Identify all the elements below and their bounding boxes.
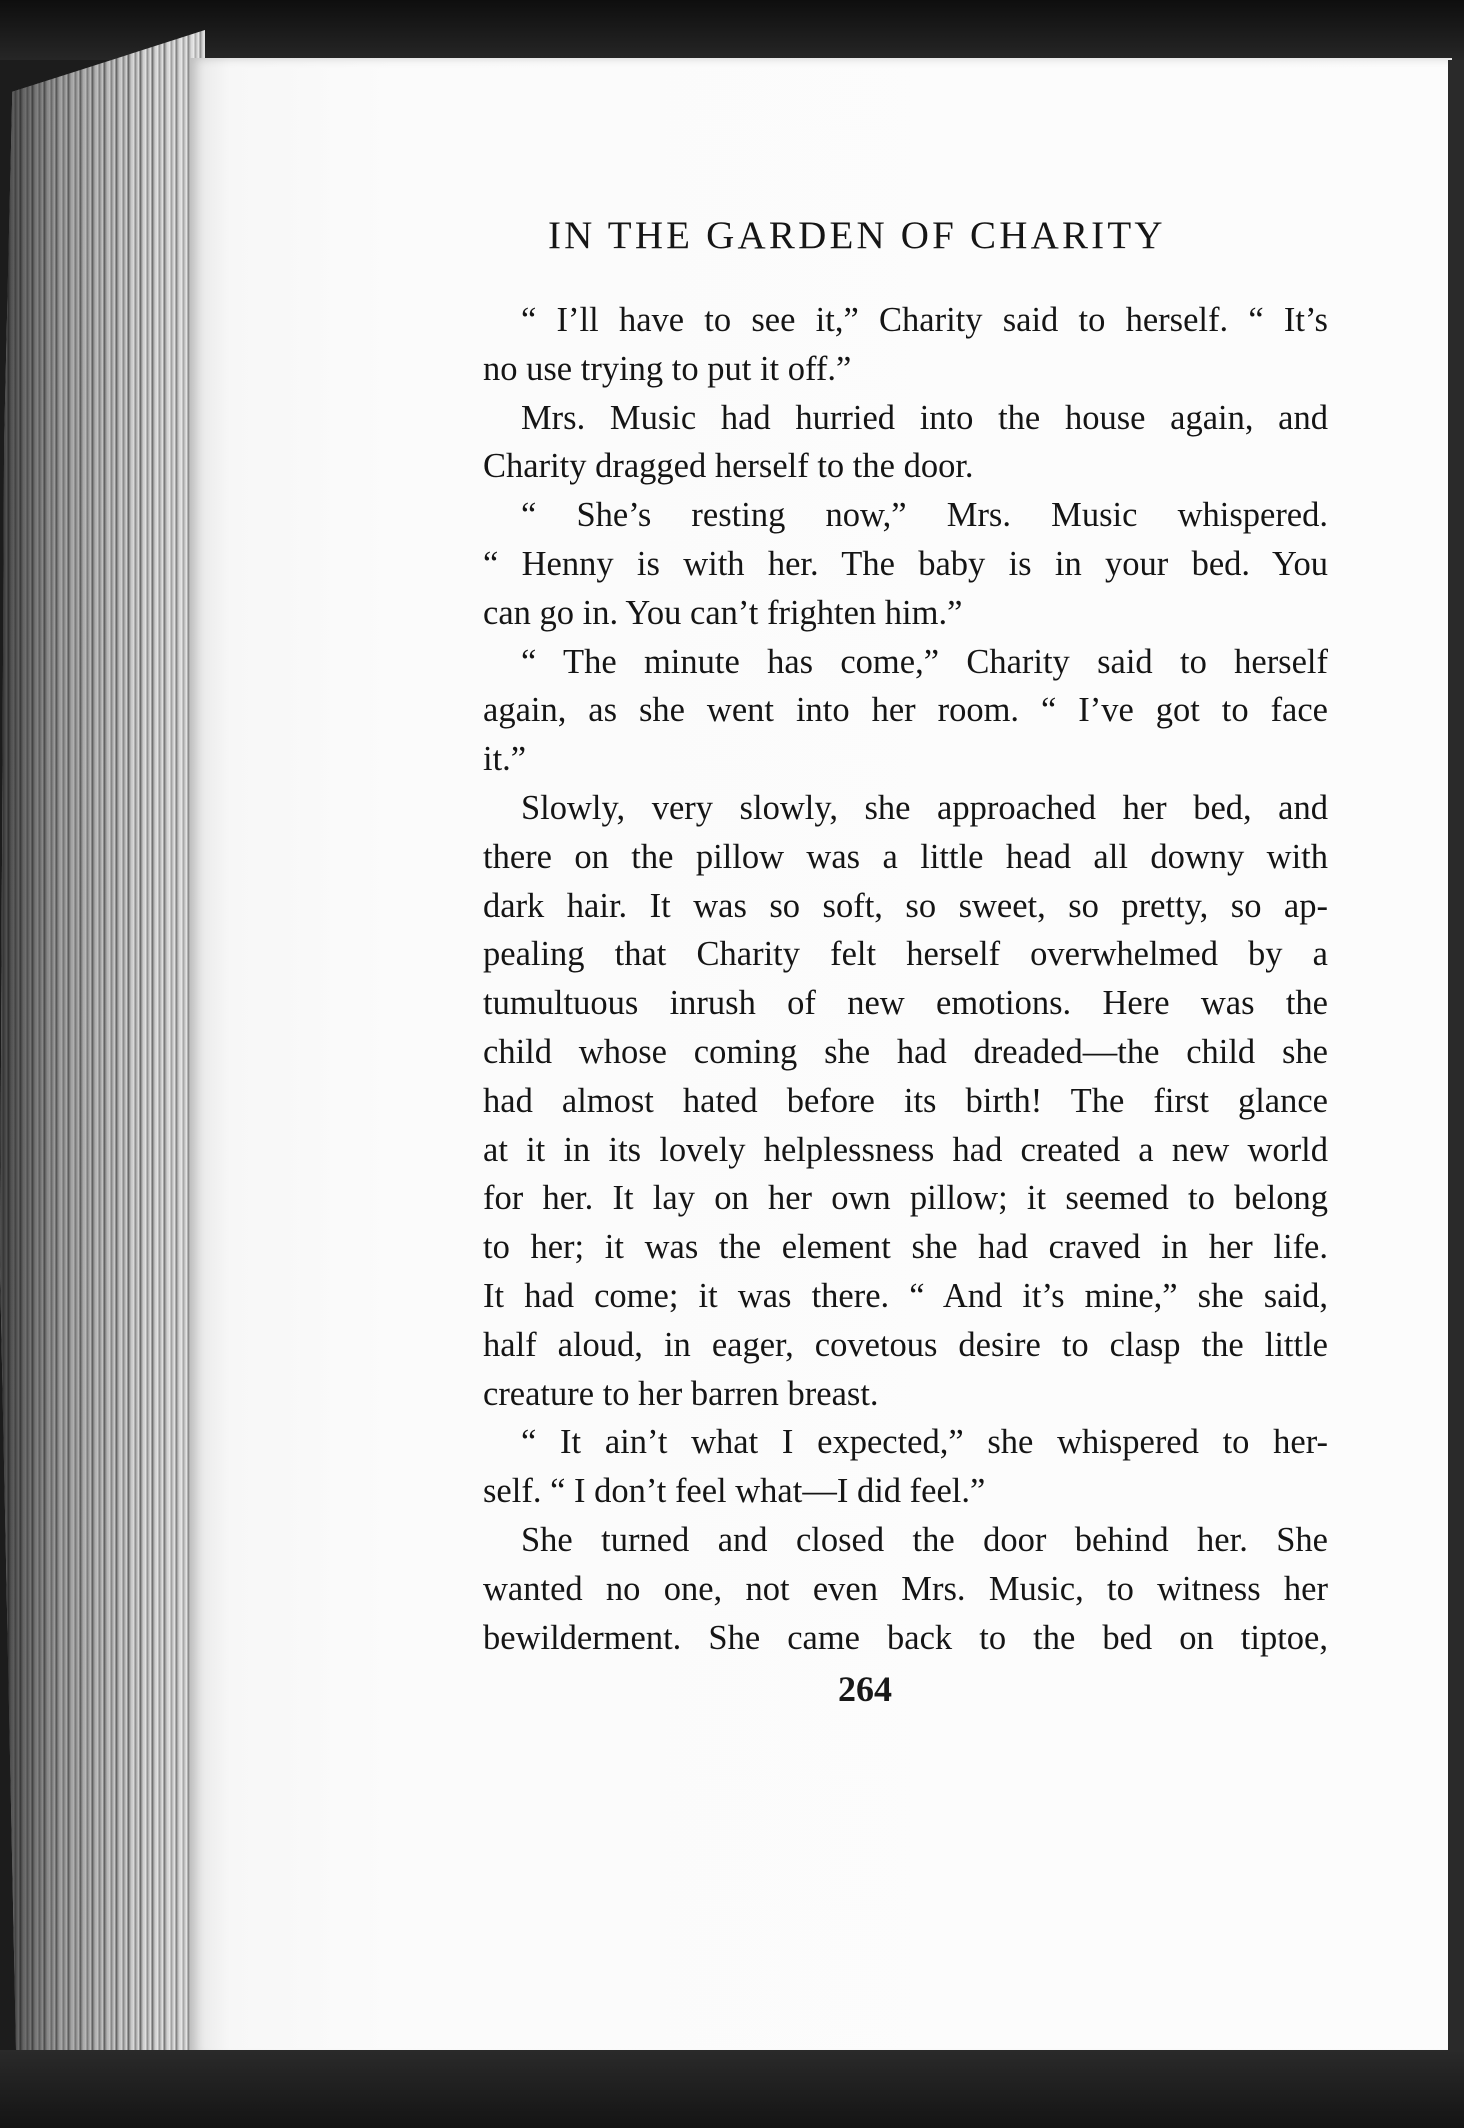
- text-line: it.”: [483, 740, 527, 779]
- text-line: “ She’s resting now,” Mrs. Music whispered.: [521, 496, 1328, 535]
- text-line: Mrs. Music had hurried into the house again, and: [521, 398, 1328, 437]
- text-line: for her. It lay on her own pillow; it seemed to belong: [483, 1179, 1328, 1218]
- text-line: bewilderment. She came back to the bed on tiptoe,: [483, 1618, 1328, 1657]
- text-line: pealing that Charity felt herself overwhelmed by a: [483, 935, 1328, 974]
- text-line: “ The minute has come,” Charity said to herself: [521, 642, 1328, 681]
- text-line: tumultuous inrush of new emotions. Here was the: [483, 984, 1328, 1023]
- text-line: there on the pillow was a little head all downy with: [483, 837, 1328, 876]
- text-line: “ I’ll have to see it,” Charity said to herself. “ It’s: [521, 301, 1328, 339]
- text-line: Charity dragged herself to the door.: [483, 447, 974, 486]
- text-line: again, as she went into her room. “ I’ve got to face: [483, 691, 1328, 730]
- text-line: It had come; it was there. “ And it’s mine,” she said,: [483, 1276, 1328, 1315]
- text-line: half aloud, in eager, covetous desire to clasp the little: [483, 1325, 1328, 1364]
- text-line: can go in. You can’t frighten him.”: [483, 593, 963, 632]
- text-line: child whose coming she had dreaded—the child she: [483, 1032, 1328, 1071]
- running-head: IN THE GARDEN OF CHARITY: [548, 214, 1166, 257]
- text-line: no use trying to put it off.”: [483, 349, 852, 388]
- scan-top-background: [0, 0, 1464, 60]
- text-line: dark hair. It was so soft, so sweet, so pretty, so ap-: [483, 886, 1328, 925]
- body-text: [483, 296, 1328, 1662]
- page-number: 264: [838, 1669, 892, 1709]
- text-line: to her; it was the element she had craved in her life.: [483, 1228, 1328, 1267]
- text-line: “ It ain’t what I expected,” she whispered to her-: [521, 1423, 1328, 1462]
- text-line: “ Henny is with her. The baby is in your bed. You: [483, 544, 1328, 583]
- text-line: She turned and closed the door behind her. She: [521, 1520, 1328, 1559]
- text-line: Slowly, very slowly, she approached her bed, and: [521, 788, 1328, 827]
- text-line: at it in its lovely helplessness had created a new world: [483, 1130, 1328, 1169]
- fore-edge-shadow: [0, 30, 205, 2090]
- text-line: creature to her barren breast.: [483, 1374, 879, 1413]
- scan-bottom-background: [0, 2050, 1464, 2128]
- scan-right-background: [1448, 60, 1464, 2128]
- text-line: wanted no one, not even Mrs. Music, to witness her: [483, 1569, 1328, 1608]
- text-line: had almost hated before its birth! The first glance: [483, 1081, 1328, 1120]
- text-line: self. “ I don’t feel what—I did feel.”: [483, 1472, 986, 1511]
